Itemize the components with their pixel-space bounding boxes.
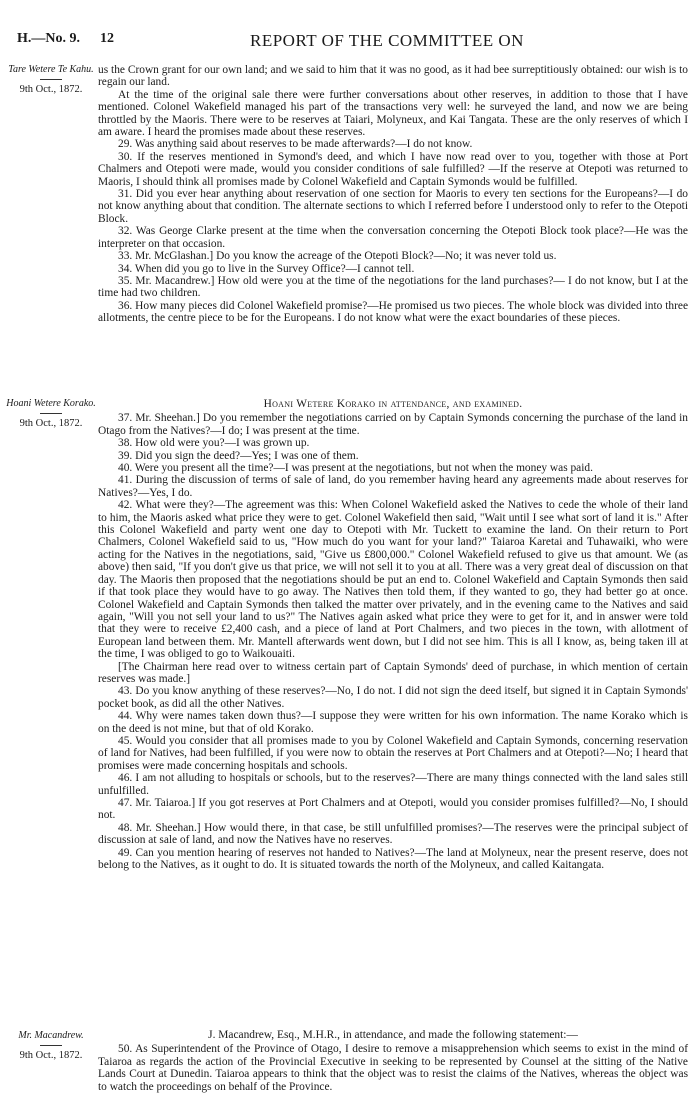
section-heading: J. Macandrew, Esq., M.H.R., in attendance, and made the following statement:— [208,1029,578,1041]
margin-rule [40,1045,62,1046]
margin-witness-name: Tare Wetere Te Kahu. [8,64,94,75]
paragraph: 47. Mr. Taiaroa.] If you got reserves at Port Chalmers and at Otepoti, would you consider promises fulfilled?—No, I should not. [98,797,688,822]
paragraph: At the time of the original sale there were further conversations about other reserves, in addition to those that I have mentioned. Colonel Wakefield managed his part of the transactions very well: he surveyed the land, and now we are being throttled by the Maoris. There were to be reserves at Taiari, Molyneux, and Kai Tangata. These are the only reserves of which I am aware. I heard the promises made about these reserves. [98,88,688,139]
margin-note-witness-3 [6,1030,96,1062]
margin-rule [40,413,62,414]
paragraph: 38. How old were you?—I was grown up. [118,437,310,450]
margin-witness-name: Mr. Macandrew. [18,1030,84,1041]
paragraph: 32. Was George Clarke present at the time when the conversation concerning the Otepoti Block took place?—He was the interpreter on that occasion. [98,225,688,250]
page-header [0,29,700,51]
section-heading: Hoani Wetere Korako in attendance, and examined. [263,398,523,410]
paragraph: 40. Were you present all the time?—I was present at the negotiations, but not when the money was paid. [118,462,593,475]
margin-note-witness-1 [6,64,96,96]
paragraph: 36. How many pieces did Colonel Wakefield promise?—He promised us two pieces. The whole block was divided into three allotments, the centre piece to be for the Europeans. I do not know what were the exact boundaries of these pieces. [98,299,688,325]
paragraph: 44. Why were names taken down thus?—I suppose they were written for his own information. The name Korako which is on the deed is not mine, but that of old Korako. [98,710,688,735]
paragraph: 39. Did you sign the deed?—Yes; I was one of them. [118,449,359,462]
margin-witness-name: Hoani Wetere Korako. [6,398,96,409]
margin-date: 9th Oct., 1872. [19,418,83,429]
testimony-section-1 [98,64,688,325]
paragraph: 48. Mr. Sheehan.] How would there, in that case, be still unfulfilled promises?—The reserves were the principal subject of discussion at sale of land, and now the Natives have no reserves. [98,821,688,847]
report-reference: H.—No. 9. [17,31,80,46]
margin-rule [40,79,62,80]
paragraph: [The Chairman here read over to witness certain part of Captain Symonds' deed of purchase, in which mention of certain reserves was made.] [98,660,688,685]
paragraph: 34. When did you go to live in the Survey Office?—I cannot tell. [118,262,415,275]
paragraph: 31. Did you ever hear anything about reservation of one section for Maoris to every ten sections for the Europeans?—I do not know anything about that condition. The alternate sections to which I referred before I understood only to refer to the Otepoti Block. [98,188,688,225]
paragraph: us the Crown grant for our own land; and we said to him that it was no good, as it had bee surreptitiously obtained: our wish is to regain our land. [98,64,688,89]
paragraph: 29. Was anything said about reserves to be made afterwards?—I do not know. [118,138,473,151]
paragraph: 35. Mr. Macandrew.] How old were you at the time of the negotiations for the land purchases?— I do not know, but I at the time had two children. [98,274,688,300]
paragraph: 42. What were they?—The agreement was this: When Colonel Wakefield asked the Natives to cede the whole of their land to him, the Maoris asked what price they were to get. Colonel Wakefield then said, "Wait until I see what sort of land it is." After this Colonel Wakefield and party went one day to Otepoti with Mr. Tuckett to examine the land. On their return to Port Chalmers, Colonel Wakefield said to us, "How much do you want for your land?" Taiaroa Karetai and Tuhawaiki, who were acting for the Natives in the negotiations, said, "Give us £800,000." Colonel Wakefield refused to give us that amount. We (as above) then said, "If you don't give us that price, we will not sell it to you at all. There was a very great deal of discussion on that day. The Maoris then proposed that the negotiations should be put an end to. Colonel Wakefield and Captain Symonds then said if that took place they would have to go away. The Natives then told them, if they wanted to go, they had better go at once. Colonel Wakefield and Captain Symonds then talked the matter over privately, and in the evening came to the Natives and said again, "Will you not sell your land to us?" The Natives again asked what price they were to get for it, and in answer were told that they were to receive £2,400 cash, and a piece of land at Port Chalmers, and two pieces in the town, with allotment of European land between them. Mr. Mantell afterwards went down, but I did not see him. This is all I know, as, being taken ill at the time, I was obliged to go to Waikouaiti. [98,499,688,661]
paragraph: 33. Mr. McGlashan.] Do you know the acreage of the Otepoti Block?—No; it was never told us. [118,250,557,263]
paragraph: 46. I am not alluding to hospitals or schools, but to the reserves?—There are many things connected with the land sales still unfulfilled. [98,772,688,797]
paragraph: 45. Would you consider that all promises made to you by Colonel Wakefield and Captain Symonds, concerning reservation of land for Natives, had been fulfilled, if you were now to obtain the reserves at Port Chalmers and at Otepoti?—No; I heard that promises were made concerning hospitals and schools. [98,734,688,772]
paragraph: 49. Can you mention hearing of reserves not handed to Natives?—The land at Molyneux, near the present reserve, does not belong to the Natives, as it ought to do. It is situated towards the north of the Molyneux, and called Kaitangata. [98,846,688,872]
margin-date: 9th Oct., 1872. [19,1050,83,1061]
testimony-section-3 [98,1026,688,1093]
testimony-section-2 [98,395,688,871]
margin-note-witness-2 [6,398,96,430]
page-number: 12 [100,31,114,46]
page-title: REPORT OF THE COMMITTEE ON [250,31,524,50]
paragraph: 41. During the discussion of terms of sale of land, do you remember having heard any agreements made about reserves for Natives?—Yes, I do. [98,474,688,499]
paragraph: 30. If the reserves mentioned in Symond's deed, and which I have now read over to you, together with those at Port Chalmers and Otepoti were made, would you consider conditions of sale fulfilled? —If the reserve at Otepoti was returned to Maoris, I should think all promises made by Colonel Wakefield and Captain Symonds would be fulfilled. [98,150,688,188]
paragraph: 50. As Superintendent of the Province of Otago, I desire to remove a misapprehension which seems to exist in the mind of Taiaroa as regards the action of the Provincial Executive in seeking to be represented by Counsel at the sitting of the Native Lands Court at Dunedin. Taiaroa appears to think that the object was to resist the claims of the Natives, whereas the object was to watch the proceedings on behalf of the Province. [98,1043,688,1093]
paragraph: 43. Do you know anything of these reserves?—No, I do not. I did not sign the deed itself, but signed it in Captain Symonds' pocket book, as did all the other Natives. [98,685,688,710]
margin-date: 9th Oct., 1872. [19,84,83,95]
paragraph: 37. Mr. Sheehan.] Do you remember the negotiations carried on by Captain Symonds concerning the purchase of the land in Otago from the Natives?—I do; I was present at the time. [98,412,688,437]
